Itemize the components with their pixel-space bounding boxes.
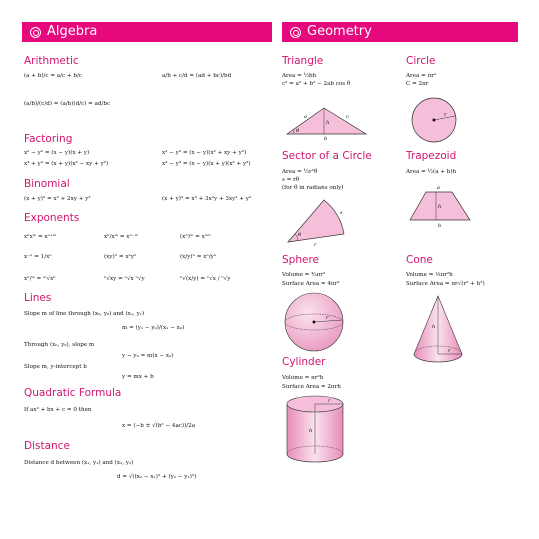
cone-label-h: h <box>432 324 436 330</box>
triangle-label-h: h <box>326 120 330 126</box>
exponents-formula-3: (xⁿ)ᵐ = xⁿᵐ <box>180 234 211 240</box>
sphere-heading: Sphere <box>282 254 319 266</box>
trapezoid-label-a: a <box>437 185 440 191</box>
exponents-formula-6: (x/y)ⁿ = xⁿ/yⁿ <box>180 254 217 260</box>
factoring-formula-3: x³ + y³ = (x + y)(x² − xy + y²) <box>24 161 109 167</box>
geometry-column <box>282 22 518 434</box>
circle-formula-2: C = 2πr <box>406 81 429 87</box>
quadratic-text-1: If ax² + bx + c = 0 then <box>24 407 92 413</box>
quadratic-formula-1: x = (−b ± √(b² − 4ac))/2a <box>122 423 196 429</box>
lines-text-3: Slope m, y-intercept b <box>24 364 87 370</box>
trapezoid-formula-1: Area = ½(a + b)h <box>406 169 457 175</box>
exponents-formula-2: xⁿ/xᵐ = xⁿ⁻ᵐ <box>104 234 139 240</box>
geometry-header <box>282 22 518 42</box>
lines-formula-2: y − y₀ = m(x − x₀) <box>122 353 174 359</box>
lines-heading: Lines <box>24 292 52 304</box>
triangle-formula-2: c² = a² + b² − 2ab cos θ <box>282 81 351 87</box>
trapezoid-label-b: b <box>438 223 442 228</box>
cylinder-heading: Cylinder <box>282 356 326 368</box>
geometry-title: Geometry <box>307 24 372 39</box>
arithmetic-heading: Arithmetic <box>24 55 79 67</box>
exponents-formula-8: ⁿ√xy = ⁿ√x ⁿ√y <box>104 276 145 282</box>
arithmetic-formula-3: (a/b)/(c/d) = (a/b)(d/c) = ad/bc <box>24 101 111 107</box>
cone-figure <box>406 292 476 368</box>
exponents-heading: Exponents <box>24 212 80 224</box>
circle-formula-1: Area = πr² <box>406 73 437 79</box>
trapezoid-figure <box>406 182 478 228</box>
triangle-label-a: a <box>304 114 307 120</box>
circle-label-r: r <box>444 112 447 118</box>
cone-heading: Cone <box>406 254 433 266</box>
quadratic-heading: Quadratic Formula <box>24 387 122 399</box>
cylinder-label-h: h <box>309 428 313 434</box>
lines-formula-3: y = mx + b <box>122 374 154 380</box>
lines-formula-1: m = (y₁ − y₀)/(x₁ − x₀) <box>122 325 185 331</box>
factoring-formula-2: x³ − y³ = (x − y)(x² + xy + y²) <box>162 150 247 156</box>
triangle-figure <box>284 100 370 140</box>
geometry-icon <box>290 27 301 38</box>
factoring-formula-1: x² − y² = (x − y)(x + y) <box>24 150 90 156</box>
circle-figure <box>406 96 466 144</box>
cone-formula-1: Volume = ⅓πr²h <box>406 272 453 278</box>
sphere-formula-1: Volume = ⁴⁄₃πr³ <box>282 272 326 278</box>
sector-label-theta: θ <box>298 232 302 238</box>
circle-heading: Circle <box>406 55 436 67</box>
lines-text-1: Slope m of line through (x₀, y₀) and (x₁, y₁) <box>24 311 145 317</box>
factoring-formula-4: x⁴ − y⁴ = (x − y)(x + y)(x² + y²) <box>162 161 251 167</box>
binomial-formula-2: (x + y)³ = x³ + 3x²y + 3xy² + y³ <box>162 196 252 202</box>
distance-formula-1: d = √((x₂ − x₁)² + (y₂ − y₁)²) <box>117 474 197 480</box>
cone-formula-2: Surface Area = πr√(r² + h²) <box>406 281 485 287</box>
algebra-icon <box>30 27 41 38</box>
cylinder-figure <box>284 394 348 466</box>
triangle-label-b: b <box>324 136 328 140</box>
triangle-label-c: c <box>346 114 349 120</box>
lines-text-2: Through (x₀, y₀), slope m <box>24 342 95 348</box>
distance-heading: Distance <box>24 440 70 452</box>
exponents-formula-5: (xy)ⁿ = xⁿyⁿ <box>104 254 137 260</box>
exponents-formula-4: x⁻ⁿ = 1/xⁿ <box>24 254 52 260</box>
trapezoid-heading: Trapezoid <box>406 150 457 162</box>
sector-figure <box>284 196 354 248</box>
trapezoid-label-h: h <box>438 204 442 210</box>
sector-label-s: s <box>340 210 343 216</box>
algebra-header <box>22 22 272 42</box>
binomial-heading: Binomial <box>24 178 70 190</box>
triangle-formula-1: Area = ½bh <box>282 73 317 79</box>
sphere-label-r: r <box>326 315 329 321</box>
distance-text-1: Distance d between (x₁, y₁) and (x₂, y₂) <box>24 460 134 466</box>
sector-label-r: r <box>314 242 317 248</box>
exponents-formula-9: ⁿ√(x/y) = ⁿ√x / ⁿ√y <box>180 276 231 282</box>
factoring-heading: Factoring <box>24 133 73 145</box>
cone-label-r: r <box>448 348 451 354</box>
cylinder-formula-1: Volume = πr²h <box>282 375 324 381</box>
sector-heading: Sector of a Circle <box>282 150 372 162</box>
sector-formula-2: s = rθ <box>282 177 300 183</box>
sector-formula-1: Area = ½r²θ <box>282 169 318 175</box>
exponents-formula-1: xⁿxᵐ = xⁿ⁺ᵐ <box>24 234 57 240</box>
cylinder-formula-2: Surface Area = 2πrh <box>282 384 341 390</box>
algebra-title: Algebra <box>47 24 98 39</box>
triangle-heading: Triangle <box>282 55 324 67</box>
exponents-formula-7: xⁿ/ᵐ = ᵐ√xⁿ <box>24 276 56 282</box>
cylinder-label-r: r <box>328 398 331 404</box>
binomial-formula-1: (x + y)² = x² + 2xy + y² <box>24 196 91 202</box>
arithmetic-formula-1: (a + b)/c = a/c + b/c <box>24 73 82 79</box>
arithmetic-formula-2: a/b + c/d = (ad + bc)/bd <box>162 73 232 79</box>
algebra-column <box>22 22 272 480</box>
sector-formula-3: (for θ in radians only) <box>282 185 344 191</box>
sphere-figure <box>284 290 348 354</box>
sphere-formula-2: Surface Area = 4πr² <box>282 281 340 287</box>
triangle-label-theta: θ <box>296 128 300 134</box>
